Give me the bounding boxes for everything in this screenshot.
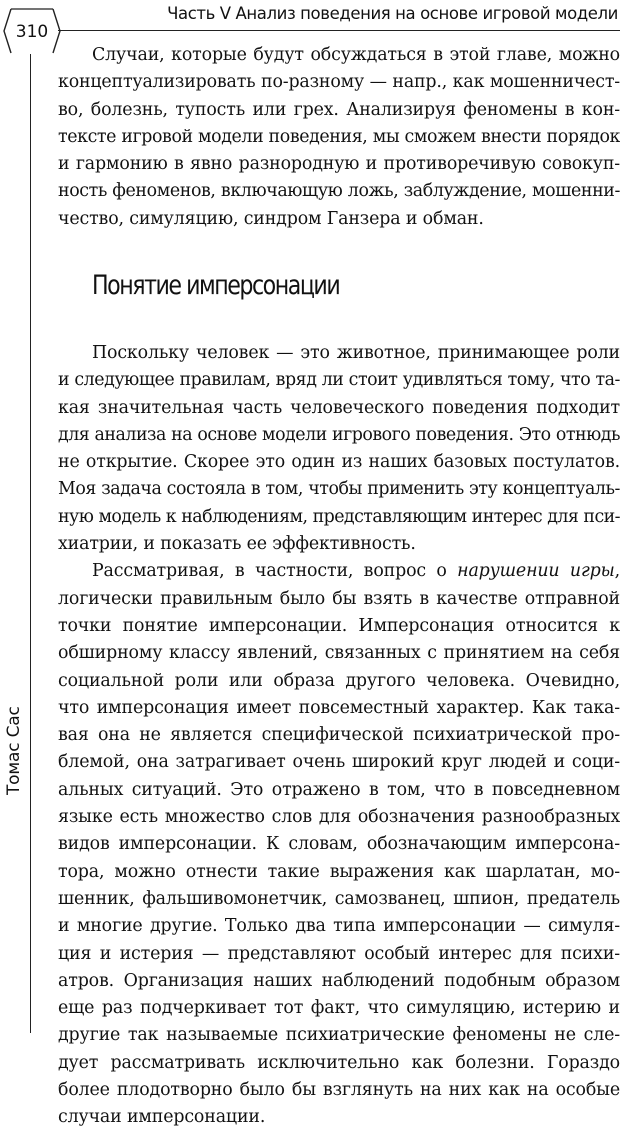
text-line: точки понятие имперсонации. Имперсонация относится к	[58, 615, 620, 636]
page-number: 310	[15, 22, 49, 42]
paragraph-1	[58, 42, 620, 233]
text-line: другие так называемые психиатрические феномены не сле-	[58, 1025, 620, 1046]
text-line: чество, симуляцию, синдром Ганзера и обман.	[58, 208, 484, 229]
text-line: Случаи, которые будут обсуждаться в этой главе, можно	[92, 45, 620, 65]
text-line: Моя задача состояла в том, чтобы применить эту концептуаль-	[58, 479, 620, 500]
side-author: Томас Сас	[4, 706, 24, 795]
text-line: кая значительная часть человеческого поведения подходит	[58, 397, 620, 418]
side-author-container	[2, 637, 28, 797]
text-line: видов имперсонации. К словам, обозначающим имперсона-	[58, 834, 620, 855]
section-title: Понятие имперсонации	[92, 270, 340, 301]
page-number-badge	[3, 8, 61, 54]
text-line: случаи имперсонации.	[58, 1107, 266, 1128]
italic-term: нарушении игры	[457, 561, 615, 582]
header-rule	[58, 30, 620, 31]
text-line: тексте игровой модели поведения, мы сможем внести порядок	[58, 126, 620, 147]
text-run: ,	[614, 561, 620, 582]
text-line: блемой, она затрагивает очень широкий круг людей и соци-	[58, 752, 620, 773]
text-line: и гармонию в явно разнородную и противоречивую совокуп-	[58, 154, 620, 175]
text-line: не открытие. Скорее это один из наших базовых постулатов.	[58, 452, 620, 473]
text-line: вая она не является специфической психиатрической про-	[58, 725, 620, 746]
text-line: шенник, фальшивомонетчик, самозванец, шпион, предатель	[58, 888, 620, 909]
text-run: Рассматривая, в частности, вопрос о	[92, 561, 458, 582]
text-line	[58, 558, 620, 585]
text-line: обширному классу явлений, связанных с принятием на себя	[58, 643, 620, 664]
text-line: более плодотворно было бы взглянуть на них как на особые	[58, 1080, 620, 1101]
text-line: ную модель к наблюдениям, представляющим интерес для пси-	[58, 506, 620, 527]
text-line: альных ситуаций. Это отражено в том, что в повседневном	[58, 779, 620, 800]
text-line: еще раз подчеркивает тот факт, что симуляцию, истерию и	[58, 998, 620, 1019]
text-line: во, болезнь, тупость или грех. Анализируя феномены в кон-	[58, 99, 620, 120]
paragraph-2	[58, 340, 620, 1132]
text-line: и многие другие. Только два типа имперсонации — симуля-	[58, 916, 620, 937]
text-line: хиатрии, и показать ее эффективность.	[58, 534, 416, 555]
text-line: языке есть множество слов для обозначения разнообразных	[58, 807, 620, 828]
text-line: дует рассматривать исключительно как болезни. Гораздо	[58, 1052, 620, 1073]
text-line: для анализа на основе модели игрового поведения. Это отнюдь	[58, 424, 620, 445]
text-line: логически правильным было бы взять в качестве отправной	[58, 588, 620, 609]
running-head: Часть V Анализ поведения на основе игровой модели	[167, 4, 618, 23]
text-line: и следующее правилам, вряд ли стоит удивляться тому, что та-	[58, 370, 620, 391]
text-line: Поскольку человек — это животное, принимающее роли	[92, 343, 620, 363]
side-rule	[30, 54, 31, 1033]
text-line: ность феноменов, включающую ложь, заблуждение, мошенни-	[58, 181, 620, 202]
paragraph-3	[58, 558, 620, 1131]
text-line: атров. Организация наших наблюдений подобным образом	[58, 970, 620, 991]
text-line: тора, можно отнести такие выражения как шарлатан, мо-	[58, 861, 620, 882]
text-line: концептуализировать по-разному — напр., как мошенничест-	[58, 72, 620, 93]
text-line: что имперсонация имеет повсеместный характер. Как така-	[58, 697, 620, 718]
text-line: социальной роли или образа другого человека. Очевидно,	[58, 670, 620, 691]
text-line: ция и истерия — представляют особый интерес для психи-	[58, 943, 620, 964]
